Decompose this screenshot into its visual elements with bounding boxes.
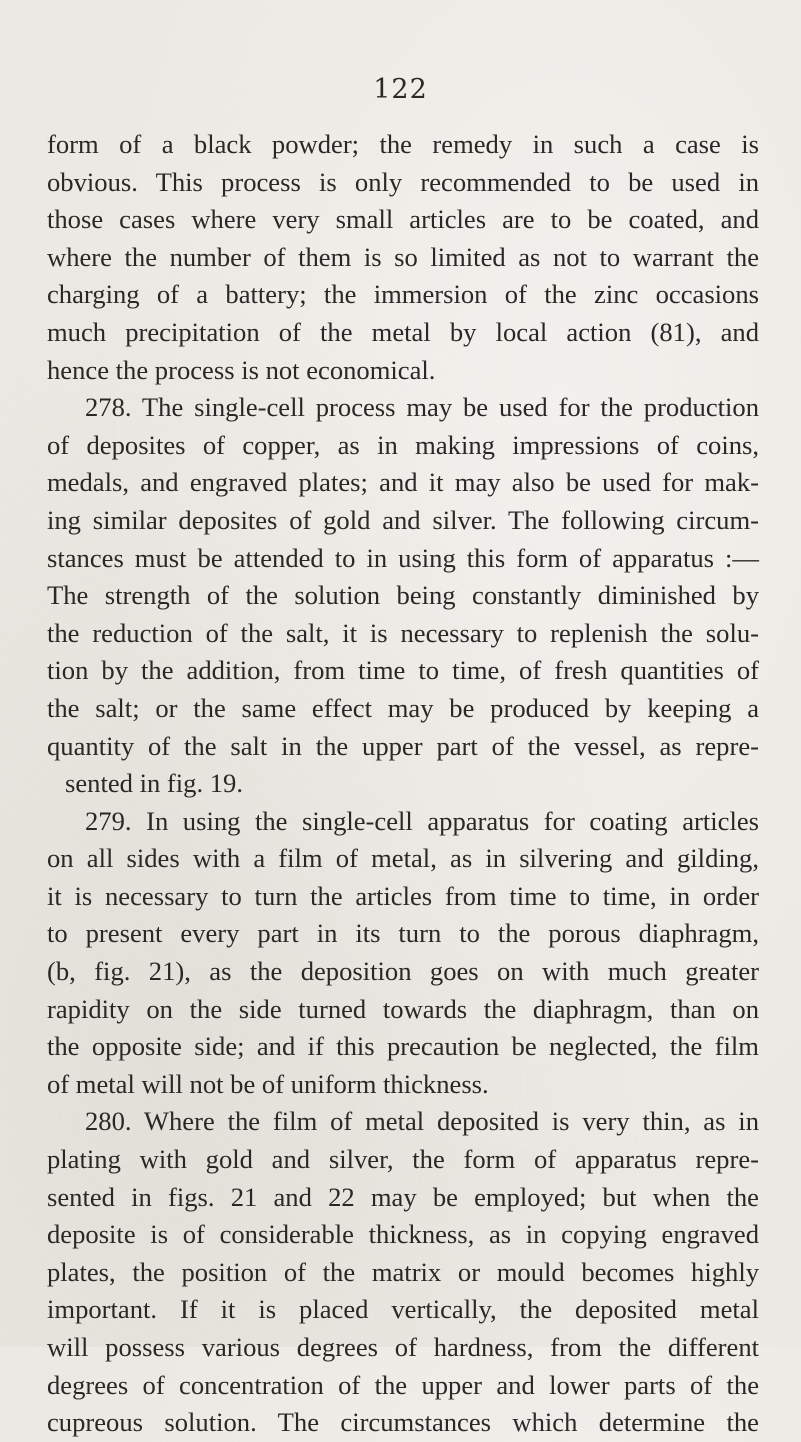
text-line: the opposite side; and if this precaution be neglected, the film — [47, 1031, 759, 1062]
text-line: deposite is of considerable thickness, as in copying engraved — [47, 1219, 759, 1250]
text-line: charging of a battery; the immersion of the zinc occasions — [47, 279, 759, 310]
text-line: plates, the position of the matrix or mould becomes highly — [47, 1256, 759, 1287]
text-line: tion by the addition, from time to time, of fresh quantities of — [47, 655, 759, 686]
text-line: hence the process is not economical. — [47, 354, 436, 385]
text-line: The strength of the solution being constantly diminished by — [47, 580, 759, 611]
text-line: cupreous solution. The circumstances which determine the — [47, 1407, 759, 1438]
page-number: 122 — [373, 74, 428, 105]
text-line: much precipitation of the metal by local action (81), and — [47, 316, 759, 347]
text-line: plating with gold and silver, the form of apparatus repre- — [47, 1144, 759, 1175]
text-line: 280. Where the film of metal deposited is very thin, as in — [85, 1106, 759, 1137]
text-line: 278. The single-cell process may be used for the production — [85, 392, 759, 423]
text-line: degrees of concentration of the upper and lower parts of the — [47, 1369, 759, 1400]
text-line: sented in fig. 19. — [65, 768, 244, 799]
text-line: it is necessary to turn the articles from time to time, in order — [47, 880, 759, 911]
text-line: obvious. This process is only recommended to be used in — [47, 166, 759, 197]
text-line: (b, fig. 21), as the deposition goes on with much greater — [47, 956, 759, 987]
text-line: important. If it is placed vertically, the deposited metal — [47, 1294, 759, 1325]
text-line: quantity of the salt in the upper part of the vessel, as repre- — [47, 730, 759, 761]
text-line: 279. In using the single-cell apparatus for coating articles — [85, 805, 759, 836]
text-line: medals, and engraved plates; and it may also be used for mak- — [47, 467, 759, 498]
text-line: to present every part in its turn to the porous diaphragm, — [47, 918, 759, 949]
text-line: where the number of them is so limited as not to warrant the — [47, 241, 759, 272]
text-line: of metal will not be of uniform thickness. — [47, 1068, 489, 1099]
text-line: will possess various degrees of hardness, from the different — [47, 1332, 759, 1362]
text-line: form of a black powder; the remedy in such a case is — [47, 129, 759, 159]
text-line: of deposites of copper, as in making impressions of coins, — [47, 429, 759, 460]
text-line: ing similar deposites of gold and silver. The following circum- — [47, 504, 759, 535]
text-line: the reduction of the salt, it is necessary to replenish the solu- — [47, 617, 759, 648]
text-line: stances must be attended to in using this form of apparatus :— — [47, 542, 759, 573]
text-line: sented in figs. 21 and 22 may be employed; but when the — [47, 1181, 759, 1212]
text-line: those cases where very small articles are to be coated, and — [47, 204, 759, 235]
text-line: on all sides with a film of metal, as in silvering and gilding, — [47, 843, 759, 874]
text-line: rapidity on the side turned towards the diaphragm, than on — [47, 993, 759, 1024]
body-text — [47, 126, 759, 1442]
text-line: the salt; or the same effect may be produced by keeping a — [47, 692, 759, 723]
